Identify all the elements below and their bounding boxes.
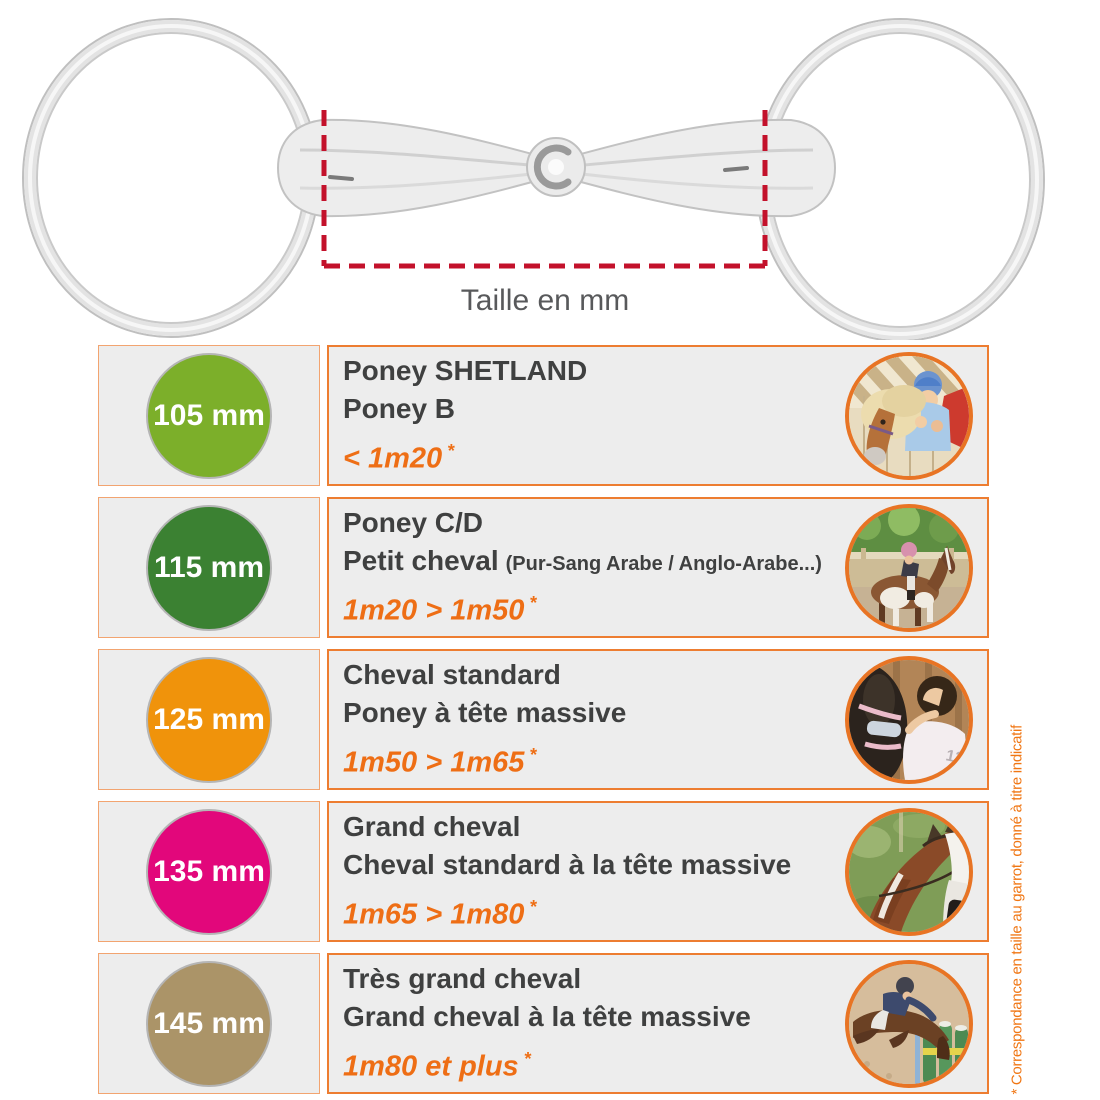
height-range: < 1m20 *	[343, 441, 455, 475]
asterisk: *	[523, 1049, 531, 1070]
asterisk: *	[529, 897, 537, 918]
height-range: 1m50 > 1m65 *	[343, 745, 537, 779]
left-ring	[23, 19, 319, 337]
size-badge: 145 mm	[146, 961, 272, 1087]
center-joint	[527, 138, 585, 196]
description-cell	[327, 497, 989, 638]
description-cell	[327, 801, 989, 942]
table-row	[98, 497, 989, 638]
asterisk: *	[447, 441, 455, 462]
horse-type-detail: (Pur-Sang Arabe / Anglo-Arabe...)	[505, 553, 822, 576]
size-badge: 125 mm	[146, 657, 272, 783]
size-cell	[98, 345, 320, 486]
height-range: 1m65 > 1m80 *	[343, 897, 537, 931]
horse-type-secondary: Grand cheval à la tête massive	[343, 1001, 751, 1033]
size-cell	[98, 649, 320, 790]
size-caption: Taille en mm	[460, 284, 630, 317]
size-badge: 105 mm	[146, 353, 272, 479]
horse-type-secondary: Petit cheval (Pur-Sang Arabe / Anglo-Arabe...)	[343, 545, 822, 577]
asterisk: *	[529, 593, 537, 614]
horse-type-primary: Grand cheval	[343, 811, 521, 843]
horse-type-secondary: Cheval standard à la tête massive	[343, 849, 792, 881]
size-table	[98, 345, 989, 1100]
table-row	[98, 953, 989, 1094]
horse-type-secondary: Poney à tête massive	[343, 697, 627, 729]
svg-text:12: 12	[944, 746, 966, 768]
horse-type-primary: Poney SHETLAND	[343, 355, 588, 387]
size-cell	[98, 801, 320, 942]
description-cell	[327, 345, 989, 486]
description-cell	[327, 649, 989, 790]
height-range: 1m80 et plus *	[343, 1049, 531, 1083]
table-row	[98, 345, 989, 486]
description-cell	[327, 953, 989, 1094]
photo-horse-jumping-obstacle	[845, 960, 973, 1088]
asterisk: *	[529, 745, 537, 766]
photo-pinto-pony-with-rider	[845, 504, 973, 632]
mouthpiece	[278, 120, 835, 216]
size-badge: 115 mm	[146, 505, 272, 631]
horse-type-primary: Très grand cheval	[343, 963, 582, 995]
height-range: 1m20 > 1m50 *	[343, 593, 537, 627]
size-cell	[98, 497, 320, 638]
table-row	[98, 649, 989, 790]
photo-shetland-pony-with-child	[845, 352, 973, 480]
horse-type-primary: Poney C/D	[343, 507, 484, 539]
horse-type-secondary: Poney B	[343, 393, 456, 425]
photo-woman-hugging-dark-horse	[845, 656, 973, 784]
size-badge: 135 mm	[146, 809, 272, 935]
footnote-correspondance: * Correspondance en taille au garrot, donné à titre indicatif	[1008, 725, 1026, 1095]
size-cell	[98, 953, 320, 1094]
photo-chestnut-horse-dressage	[845, 808, 973, 936]
horse-type-primary: Cheval standard	[343, 659, 561, 691]
table-row	[98, 801, 989, 942]
